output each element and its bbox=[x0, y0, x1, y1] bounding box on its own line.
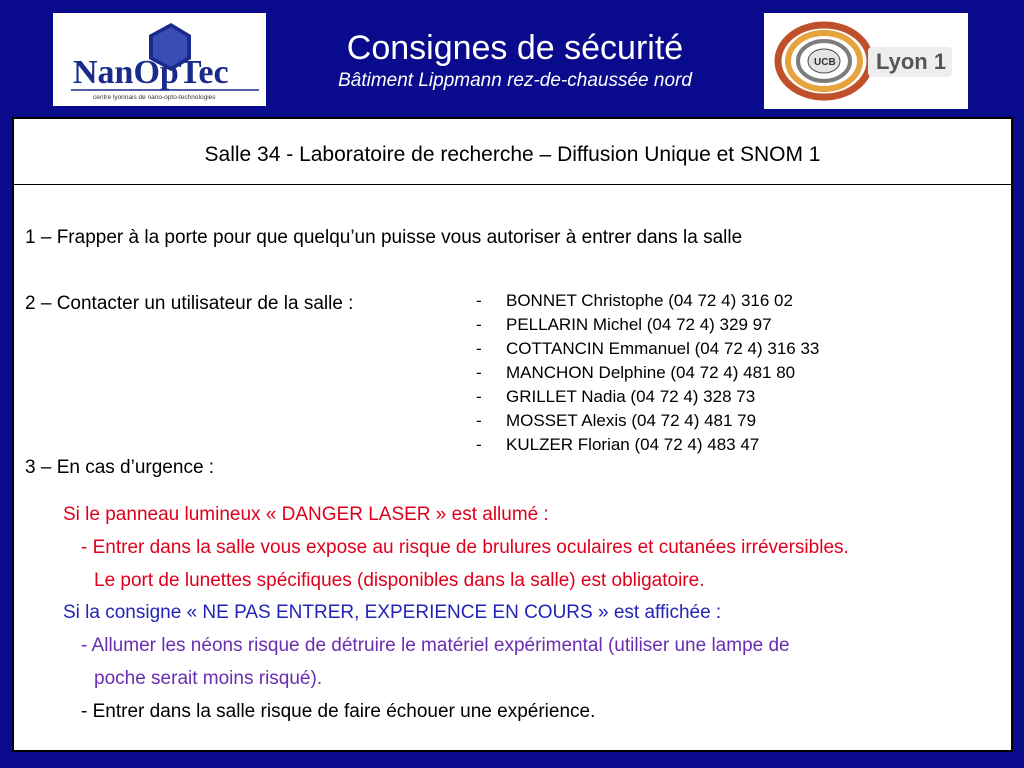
room-title: Salle 34 - Laboratoire de recherche – Diffusion Unique et SNOM 1 bbox=[14, 119, 1011, 185]
nanoptec-logo bbox=[53, 13, 266, 106]
list-dash: - bbox=[476, 363, 482, 382]
contact-entry: GRILLET Nadia (04 72 4) 328 73 bbox=[506, 387, 756, 406]
page-subtitle: Bâtiment Lippmann rez-de-chaussée nord bbox=[338, 70, 692, 91]
list-item bbox=[476, 337, 819, 361]
list-dash: - bbox=[476, 339, 482, 358]
nanoptec-logo-graphic bbox=[53, 13, 266, 106]
step-2: 2 – Contacter un utilisateur de la salle : bbox=[25, 293, 354, 314]
logo-right-text: Lyon 1 bbox=[876, 49, 947, 74]
step-1: 1 – Frapper à la porte pour que quelqu’un puisse vous autoriser à entrer dans la salle bbox=[25, 227, 743, 248]
experiment-notice-line-1: - Allumer les néons risque de détruire le matériel expérimental (utiliser une lampe de bbox=[81, 635, 790, 656]
list-item bbox=[476, 361, 819, 385]
laser-warning-line-2: Le port de lunettes spécifiques (disponibles dans la salle) est obligatoire. bbox=[94, 570, 705, 591]
contact-entry: KULZER Florian (04 72 4) 483 47 bbox=[506, 435, 760, 454]
experiment-notice-line-3: - Entrer dans la salle risque de faire échouer une expérience. bbox=[81, 701, 596, 722]
list-dash: - bbox=[476, 315, 482, 334]
experiment-notice-line-2: poche serait moins risqué). bbox=[94, 668, 323, 689]
list-item bbox=[476, 385, 819, 409]
laser-warning-line-1: - Entrer dans la salle vous expose au risque de brulures oculaires et cutanées irréversibles. bbox=[81, 537, 849, 558]
list-item bbox=[476, 409, 819, 433]
safety-panel bbox=[12, 117, 1013, 752]
contact-entry: MANCHON Delphine (04 72 4) 481 80 bbox=[506, 363, 796, 382]
list-item bbox=[476, 313, 819, 337]
contact-entry: PELLARIN Michel (04 72 4) 329 97 bbox=[506, 315, 772, 334]
list-dash: - bbox=[476, 411, 482, 430]
contact-entry: COTTANCIN Emmanuel (04 72 4) 316 33 bbox=[506, 339, 820, 358]
list-dash: - bbox=[476, 291, 482, 310]
slide-header bbox=[270, 28, 760, 92]
list-item bbox=[476, 289, 819, 313]
svg-text:UCB: UCB bbox=[814, 57, 836, 68]
list-dash: - bbox=[476, 435, 482, 454]
contact-entry: MOSSET Alexis (04 72 4) 481 79 bbox=[506, 411, 757, 430]
list-dash: - bbox=[476, 387, 482, 406]
contact-entry: BONNET Christophe (04 72 4) 316 02 bbox=[506, 291, 793, 310]
laser-warning-heading: Si le panneau lumineux « DANGER LASER » est allumé : bbox=[63, 504, 549, 525]
lyon1-logo-graphic bbox=[764, 13, 968, 109]
logo-left-text: NanOpTec bbox=[73, 54, 229, 91]
logo-left-tagline: centre lyonnais de nano-opto-technologies bbox=[93, 94, 216, 101]
lyon1-logo bbox=[764, 13, 968, 109]
page-title: Consignes de sécurité bbox=[346, 29, 684, 67]
step-3: 3 – En cas d’urgence : bbox=[25, 457, 215, 478]
experiment-notice-heading: Si la consigne « NE PAS ENTRER, EXPERIENCE EN COURS » est affichée : bbox=[63, 602, 722, 623]
list-item bbox=[476, 433, 819, 457]
contact-list bbox=[476, 289, 819, 457]
